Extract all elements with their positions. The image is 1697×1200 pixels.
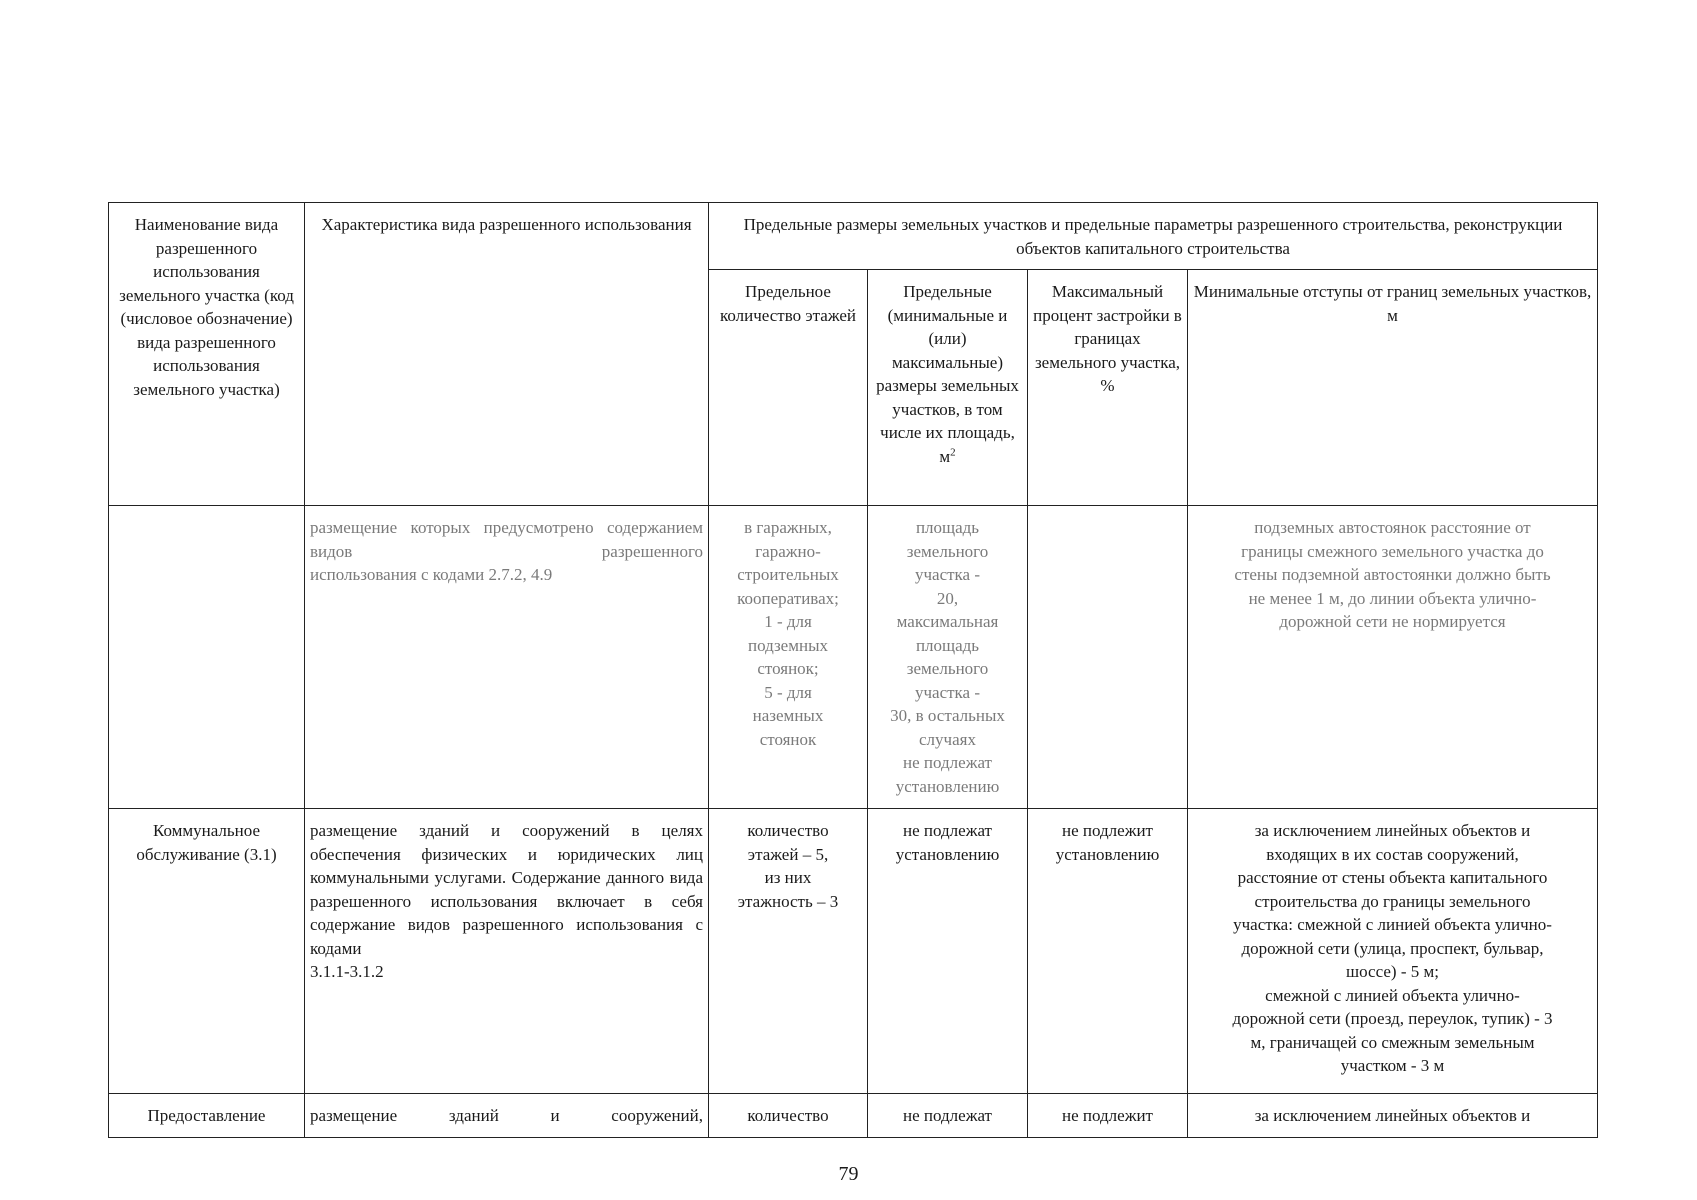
characteristic-justified: размещение которых предусмотрено содержанием видов разрешенного [310, 518, 703, 561]
table-row [109, 1094, 1598, 1138]
table-row [109, 506, 1598, 809]
cell-coverage: не подлежит установлению [1028, 809, 1188, 1094]
header-name: Наименование вида разрешенного использования земельного участка (код (числовое обозначение) вида разрешенного использования земельного участка) [109, 203, 305, 506]
cell-area: не подлежат установлению [868, 809, 1028, 1094]
cell-name [109, 506, 305, 809]
header-area-text: Предельные (минимальные и (или) максимальные) размеры земельных участков, в том числе их площадь, м [876, 282, 1019, 466]
cell-name: Коммунальное обслуживание (3.1) [109, 809, 305, 1094]
header-area [868, 270, 1028, 506]
header-coverage: Максимальный процент застройки в границах земельного участка, % [1028, 270, 1188, 506]
characteristic-justified: размещение зданий и сооружений в целях обеспечения физических и юридических лиц коммунальными услугами. Содержание данного вида разрешенного использования включает в себя содержание видов разрешенного использования с кодами [310, 821, 703, 958]
regulations-table [108, 202, 1598, 1138]
header-setbacks: Минимальные отступы от границ земельных участков, м [1188, 270, 1598, 506]
cell-setbacks: за исключением линейных объектов и входящих в их состав сооружений, расстояние от стены объекта капитального строительства до границы земельного участка: смежной с линией объекта улично- дорожной сети (улица, проспект, бульвар, шоссе) - 5 м; смежной с линией объекта улично- дорожной сети (проезд, переулок, тупик) - 3 м, граничащей со смежным земельным участком - 3 м [1188, 809, 1598, 1094]
characteristic-last-line: использования с кодами 2.7.2, 4.9 [310, 565, 553, 584]
cell-characteristic [305, 1094, 709, 1138]
characteristic-last-line: 3.1.1-3.1.2 [310, 962, 384, 981]
table-row [109, 809, 1598, 1094]
cell-characteristic [305, 809, 709, 1094]
header-floors: Предельное количество этажей [709, 270, 868, 506]
cell-floors: количество [709, 1094, 868, 1138]
page-number: 79 [838, 1163, 859, 1185]
header-limits: Предельные размеры земельных участков и предельные параметры разрешенного строительства, реконструкции объектов капитального строительства [709, 203, 1598, 270]
cell-coverage [1028, 506, 1188, 809]
cell-setbacks: за исключением линейных объектов и [1188, 1094, 1598, 1138]
cell-area: не подлежат [868, 1094, 1028, 1138]
cell-coverage: не подлежит [1028, 1094, 1188, 1138]
cell-floors: количество этажей – 5, из них этажность – 3 [709, 809, 868, 1094]
cell-floors: в гаражных, гаражно- строительных кооперативах; 1 - для подземных стоянок; 5 - для наземных стоянок [709, 506, 868, 809]
cell-characteristic [305, 506, 709, 809]
cell-name: Предоставление [109, 1094, 305, 1138]
header-area-superscript: 2 [950, 445, 956, 458]
header-row-1 [109, 203, 1598, 270]
cell-area: площадь земельного участка - 20, максимальная площадь земельного участка - 30, в остальных случаях не подлежат установлению [868, 506, 1028, 809]
header-characteristic: Характеристика вида разрешенного использования [305, 203, 709, 506]
characteristic-justified: размещение зданий и сооружений, [310, 1106, 703, 1125]
cell-setbacks: подземных автостоянок расстояние от границы смежного земельного участка до стены подземной автостоянки должно быть не менее 1 м, до линии объекта улично- дорожной сети не нормируется [1188, 506, 1598, 809]
